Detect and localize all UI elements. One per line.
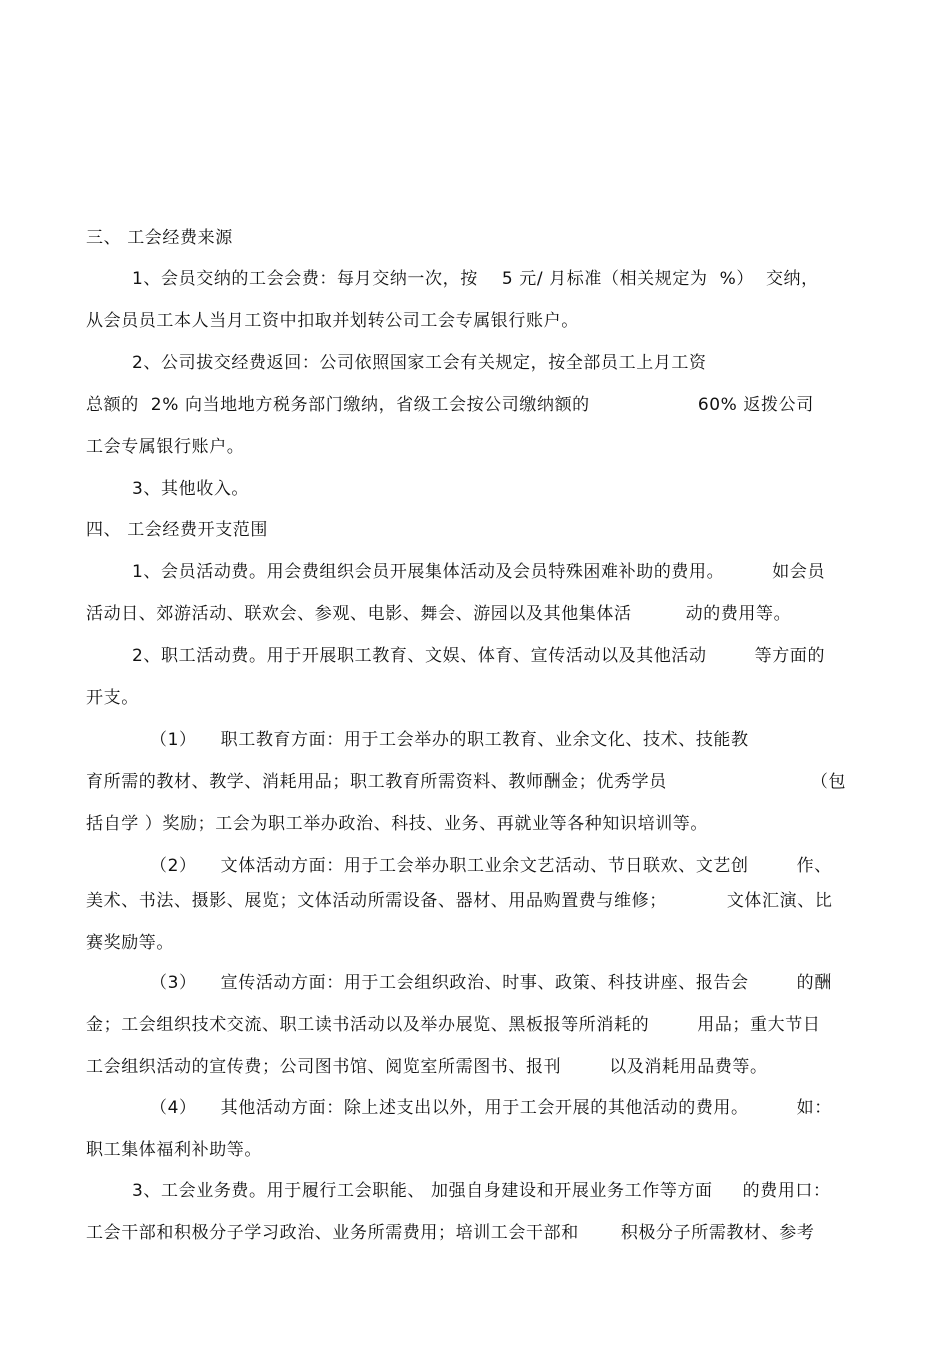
paragraph-line: 3、其他收入。 (132, 479, 250, 499)
section-heading-3: 三、 工会经费来源 (86, 228, 233, 248)
paragraph-line: 3、工会业务费。用于履行工会职能、 加强自身建设和开展业务工作等方面 的费用口： (132, 1181, 831, 1201)
paragraph-line: 开支。 (86, 688, 139, 708)
paragraph-line: 工会干部和积极分子学习政治、业务所需费用；培训工会干部和 积极分子所需教材、参考 (86, 1223, 815, 1243)
paragraph-line: 工会专属银行账户。 (86, 437, 245, 457)
paragraph-line: 2、职工活动费。用于开展职工教育、文娱、体育、宣传活动以及其他活动 等方面的 (132, 646, 826, 666)
paragraph-line: 从会员员工本人当月工资中扣取并划转公司工会专属银行账户。 (86, 311, 579, 331)
paragraph-line: 赛奖励等。 (86, 933, 174, 953)
paragraph-line: （2） 文体活动方面：用于工会举办职工业余文艺活动、节日联欢、文艺创 作、 (150, 856, 832, 876)
paragraph-line: 工会组织活动的宣传费；公司图书馆、阅览室所需图书、报刊 以及消耗用品费等。 (86, 1057, 768, 1077)
paragraph-line: 总额的 2% 向当地地方税务部门缴纳，省级工会按公司缴纳额的 60% 返拨公司 (86, 395, 814, 415)
section-heading-4: 四、 工会经费开支范围 (86, 520, 269, 540)
paragraph-line: 1、会员交纳的工会会费：每月交纳一次，按 5 元/ 月标准（相关规定为 %） 交纳， (132, 269, 819, 289)
paragraph-line: 1、会员活动费。用会费组织会员开展集体活动及会员特殊困难补助的费用。 如会员 (132, 562, 826, 582)
paragraph-line: 育所需的教材、教学、消耗用品；职工教育所需资料、教师酬金；优秀学员 （包 (86, 772, 847, 792)
paragraph-line: （1） 职工教育方面：用于工会举办的职工教育、业余文化、技术、技能教 (150, 730, 749, 750)
paragraph-line: 金；工会组织技术交流、职工读书活动以及举办展览、黑板报等所消耗的 用品；重大节日 (86, 1015, 821, 1035)
paragraph-line: （3） 宣传活动方面：用于工会组织政治、时事、政策、科技讲座、报告会 的酬 (150, 973, 832, 993)
paragraph-line: 活动日、郊游活动、联欢会、参观、电影、舞会、游园以及其他集体活 动的费用等。 (86, 604, 792, 624)
paragraph-line: （4） 其他活动方面：除上述支出以外，用于工会开展的其他活动的费用。 如： (150, 1098, 832, 1118)
paragraph-line: 职工集体福利补助等。 (86, 1140, 262, 1160)
paragraph-line: 括自学 ）奖励；工会为职工举办政治、科技、业务、再就业等各种知识培训等。 (86, 814, 709, 834)
paragraph-line: 美术、书法、摄影、展览；文体活动所需设备、器材、用品购置费与维修； 文体汇演、比 (86, 891, 833, 911)
paragraph-line: 2、公司拔交经费返回：公司依照国家工会有关规定，按全部员工上月工资 (132, 353, 707, 373)
